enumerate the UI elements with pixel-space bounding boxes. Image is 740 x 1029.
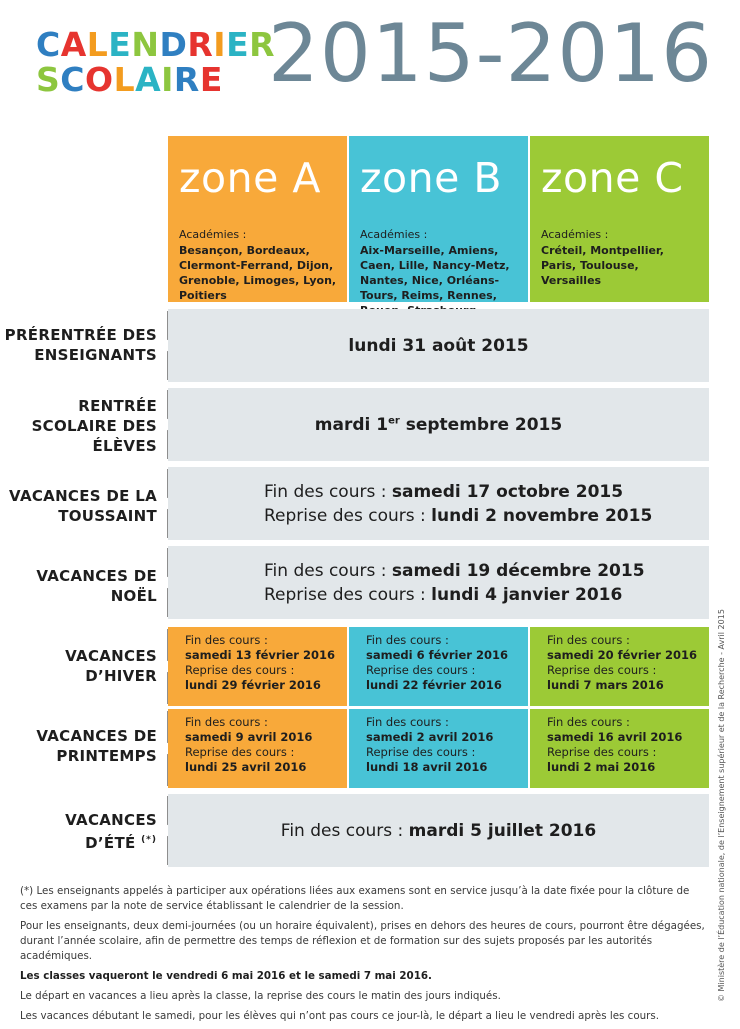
rentree-date [315, 415, 562, 435]
logo-letter: C [36, 25, 61, 64]
fin-date: samedi 19 décembre 2015 [391, 560, 645, 581]
footnote-training: Pour les enseignants, deux demi-journées (ou un horaire équivalent), prises en dehors des heures de cours, pourront être dégagées, durant l’année scolaire, afin de permettre des temps de réflexion et de formation sur des sujets proposés par les autorités académiques. [20, 920, 705, 962]
logo-letter: C [60, 60, 85, 99]
zone-c-academies-label: Académies : [541, 228, 609, 241]
rentree-date-panel [168, 388, 709, 461]
footnotes [20, 884, 708, 1029]
logo-letter: E [108, 25, 132, 64]
logo-letter: R [173, 60, 200, 99]
row-label-toussaint: VACANCES DE LA TOUSSAINT [9, 487, 157, 525]
fin-label: Fin des cours : [185, 633, 268, 647]
fin-label: Fin des cours : [185, 715, 268, 729]
logo-letter: O [85, 60, 114, 99]
reprise-date: lundi 4 janvier 2016 [431, 584, 623, 605]
fin-date: samedi 9 avril 2016 [185, 730, 313, 744]
row-label-prerentree: PRÉRENTRÉE DES ENSEIGNANTS [4, 326, 157, 364]
zone-b-academies-list: Aix-Marseille, Amiens, Caen, Lille, Nancy-Metz, Nantes, Nice, Orléans-Tours, Reims, Rennes, [360, 244, 510, 302]
reprise-date: lundi 2 mai 2016 [547, 760, 656, 774]
reprise-date: lundi 22 février 2016 [366, 678, 502, 692]
fin-date: samedi 6 février 2016 [366, 648, 508, 662]
rentree-date-sup: er [388, 414, 400, 426]
ete-fin [281, 821, 596, 841]
row-label-ete [0, 810, 157, 853]
calendar-logo [36, 25, 276, 99]
footnote-may-holiday: Les classes vaqueront le vendredi 6 mai 2016 et le samedi 7 mai 2016. [20, 970, 432, 982]
reprise-date: lundi 7 mars 2016 [547, 678, 664, 692]
zone-a-academies-list: Besançon, Bordeaux, Clermont-Ferrand, Dijon, Grenoble, Limoges, Lyon, Poitiers [179, 244, 337, 302]
logo-letter: E [199, 60, 223, 99]
school-year-title: 2015-2016 [268, 7, 714, 100]
row-label-rentree: RENTRÉE SCOLAIRE DES ÉLÈVES [31, 397, 157, 455]
zone-b-title: zone B [360, 154, 502, 202]
row-label-noel: VACANCES DE NOËL [36, 567, 157, 605]
ete-panel [168, 794, 709, 867]
logo-letter: L [113, 60, 136, 99]
logo-letter: A [135, 60, 162, 99]
logo-letter: D [159, 25, 188, 64]
fin-date: samedi 20 février 2016 [547, 648, 697, 662]
logo-letter: L [86, 25, 109, 64]
fin-label: Fin des cours : [366, 715, 449, 729]
row-label-printemps: VACANCES DE PRINTEMPS [36, 727, 157, 765]
logo-letter: R [249, 25, 276, 64]
prerentree-date-panel [168, 309, 709, 382]
reprise-label: Reprise des cours : [264, 584, 432, 605]
printemps-zone-c-cell [530, 709, 709, 788]
printemps-zone-b-cell [349, 709, 528, 788]
row-label-hiver: VACANCES D’HIVER [65, 647, 157, 685]
footnote-exams: (*) Les enseignants appelés à participer aux opérations liées aux examens sont en service jusqu’à la date fixée pour la clôture de ces examens par la note de service établissant le calendrier de la session. [20, 885, 690, 912]
noel-fin [264, 559, 709, 583]
footnote-marker: (*) [141, 835, 157, 845]
logo-letter: A [60, 25, 87, 64]
footnote-departure: Le départ en vacances a lieu après la classe, la reprise des cours le matin des jours indiqués. [20, 990, 501, 1002]
logo-letter: N [131, 25, 160, 64]
fin-date: mardi 5 juillet 2016 [408, 820, 597, 841]
toussaint-fin [264, 480, 709, 504]
logo-line-2 [36, 60, 275, 99]
logo-letter: E [226, 25, 250, 64]
printemps-zone-a-cell [168, 709, 347, 788]
hiver-zone-b-cell [349, 627, 528, 706]
hiver-zone-c-cell [530, 627, 709, 706]
reprise-date: lundi 2 novembre 2015 [431, 505, 653, 526]
fin-date: samedi 13 février 2016 [185, 648, 335, 662]
reprise-label: Reprise des cours : [366, 663, 476, 677]
fin-label: Fin des cours : [366, 633, 449, 647]
zone-b-header [349, 136, 528, 302]
fin-label: Fin des cours : [547, 715, 630, 729]
zone-a-header [168, 136, 347, 302]
zone-c-academies-list: Créteil, Montpellier, Paris, Toulouse, Versailles [541, 244, 664, 287]
hiver-zone-a-cell [168, 627, 347, 706]
toussaint-reprise [264, 504, 709, 528]
fin-date: samedi 2 avril 2016 [366, 730, 494, 744]
logo-letter: I [161, 60, 174, 99]
reprise-label: Reprise des cours : [547, 663, 657, 677]
logo-letter: I [213, 25, 227, 64]
zone-c-title: zone C [541, 154, 684, 202]
copyright-notice: © Ministère de l’Éducation nationale, de l’Enseignement supérieur et de la Recherche - Avril 2015 [717, 609, 726, 1002]
reprise-date: lundi 29 février 2016 [185, 678, 321, 692]
zone-a-title: zone A [179, 154, 321, 202]
fin-label: Fin des cours : [264, 481, 392, 502]
prerentree-date: lundi 31 août 2015 [348, 335, 529, 356]
noel-panel [168, 546, 709, 619]
logo-letter: R [187, 25, 214, 64]
reprise-label: Reprise des cours : [185, 745, 295, 759]
fin-date: samedi 16 avril 2016 [547, 730, 683, 744]
fin-label: Fin des cours : [264, 560, 392, 581]
logo-letter: S [36, 60, 61, 99]
footnote-saturday: Les vacances débutant le samedi, pour les élèves qui n’ont pas cours ce jour-là, le départ a lieu le vendredi après les cours. [20, 1010, 660, 1022]
reprise-label: Reprise des cours : [185, 663, 295, 677]
zone-a-academies-label: Académies : [179, 228, 247, 241]
fin-date: samedi 17 octobre 2015 [391, 481, 624, 502]
reprise-date: lundi 18 avril 2016 [366, 760, 488, 774]
reprise-date: lundi 25 avril 2016 [185, 760, 307, 774]
reprise-label: Reprise des cours : [264, 505, 432, 526]
row-label-ete-line2: D’ÉTÉ [85, 834, 136, 852]
reprise-label: Reprise des cours : [366, 745, 476, 759]
zone-b-academies-label: Académies : [360, 228, 428, 241]
rentree-date-rest: septembre 2015 [399, 414, 563, 435]
fin-label: Fin des cours : [547, 633, 630, 647]
rentree-date-main: mardi 1 [314, 414, 389, 435]
noel-reprise [264, 583, 709, 607]
row-label-ete-line1: VACANCES [65, 811, 157, 829]
reprise-label: Reprise des cours : [547, 745, 657, 759]
zone-c-header [530, 136, 709, 302]
logo-line-1 [36, 25, 276, 64]
toussaint-panel [168, 467, 709, 540]
fin-label: Fin des cours : [280, 820, 409, 841]
